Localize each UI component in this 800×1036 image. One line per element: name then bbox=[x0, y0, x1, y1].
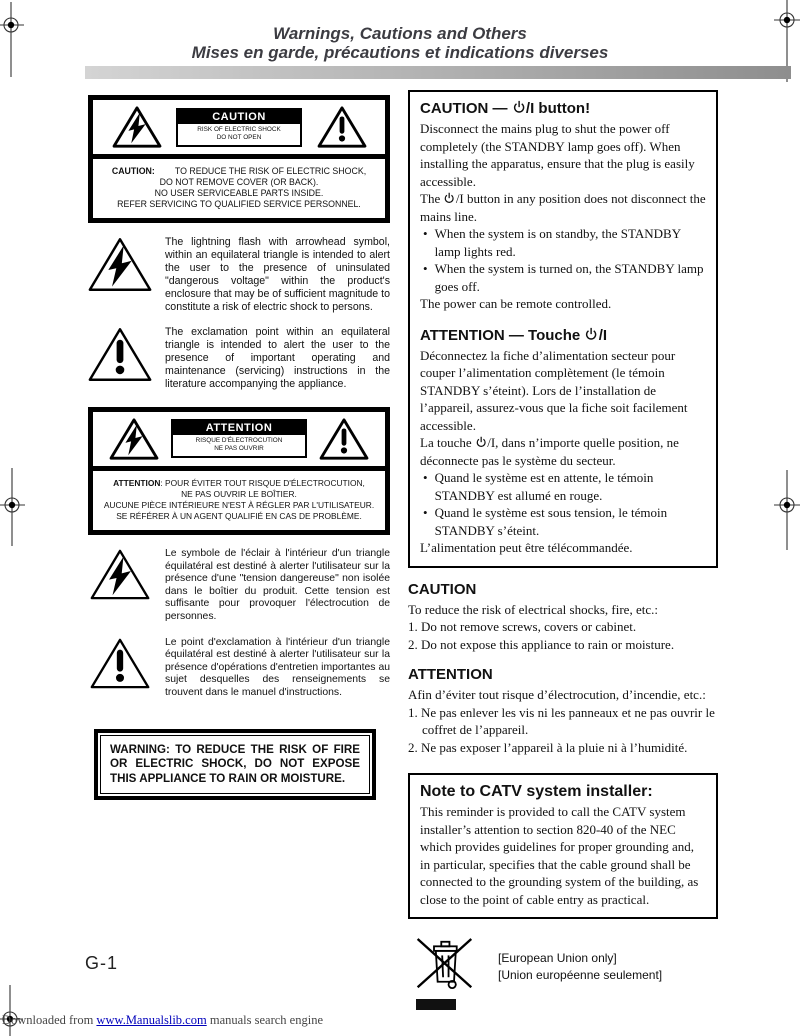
caution-label-line1: RISK OF ELECTRIC SHOCK bbox=[197, 125, 281, 133]
weee-bin-icon bbox=[414, 936, 474, 993]
lightning-note-en bbox=[88, 236, 390, 313]
attention-touche-p2: La touche /I, dans n’importe quelle position, ne déconnecte pas le système du secteur. bbox=[420, 435, 679, 468]
caution-button-heading: CAUTION — /I button! bbox=[420, 100, 591, 117]
eu-note bbox=[408, 936, 718, 1010]
manualslib-link[interactable]: www.Manualslib.com bbox=[96, 1013, 207, 1027]
power-icon bbox=[475, 436, 487, 448]
power-icon bbox=[443, 192, 455, 204]
attention-touche-bullet-2: • Quand le système est sous tension, le témoin STANDBY s’éteint. bbox=[420, 504, 706, 539]
lightning-note-fr bbox=[88, 548, 390, 624]
attention-touche-bullet-1: • Quand le système est en attente, le témoin STANDBY est allumé en rouge. bbox=[420, 469, 706, 504]
attention-label-line2: NE PAS OUVRIR bbox=[214, 445, 264, 453]
catv-body: This reminder is provided to call the CATV system installer’s attention to section 820-40 of the NEC which provides guidelines for proper grounding and, in particular, specifies that the cable ground shall be connected to the grounding system of the building, as close to the point of cable entry as practical. bbox=[420, 804, 699, 907]
download-footer-suffix: manuals search engine bbox=[206, 1013, 323, 1027]
attention-box-text: ATTENTION: POUR ÉVITER TOUT RISQUE D'ÉLECTROCUTION, NE PAS OUVRIR LE BOÎTIER. AUCUNE PIÈCE INTÉRIEURE N'EST À RÉGLER PAR L'UTILISATEUR. SE RÉFÉRER À UN AGENT QUALIFIÉ EN CAS DE PROBLÈME. bbox=[93, 471, 385, 530]
download-footer-prefix: Downloaded from bbox=[2, 1013, 97, 1027]
caution-button-p3: The power can be remote controlled. bbox=[420, 296, 612, 311]
download-footer bbox=[2, 1013, 323, 1028]
attention-section bbox=[408, 665, 718, 756]
eu-note-line1: [European Union only] bbox=[498, 951, 617, 965]
right-column bbox=[408, 90, 718, 1010]
warning-box bbox=[94, 729, 376, 801]
catv-note-box bbox=[408, 773, 718, 919]
lightning-triangle-icon bbox=[88, 236, 152, 293]
page-title-fr: Mises en garde, précautions et indications diverses bbox=[191, 43, 609, 62]
caution-button-bullet-2: • When the system is turned on, the STANDBY lamp goes off. bbox=[420, 260, 706, 295]
header-divider-bar bbox=[85, 66, 791, 79]
exclamation-triangle-icon bbox=[319, 417, 369, 461]
lightning-triangle-icon bbox=[112, 105, 162, 149]
caution-button-bullet-1: • When the system is on standby, the STANDBY lamp lights red. bbox=[420, 225, 706, 260]
power-icon bbox=[584, 327, 598, 341]
caution-label-title: CAUTION bbox=[178, 110, 300, 124]
exclamation-text-fr: Le point d'exclamation à l'intérieur d'un triangle équilatéral est destiné à alerter l'utilisateur sur la présence d'opérations d'entretien importantes au sujet desquelles des renseignements se trouvent dans le manuel d'instructions. bbox=[165, 636, 390, 698]
power-icon bbox=[512, 100, 526, 114]
caution-label-box bbox=[176, 108, 302, 147]
lightning-triangle-icon bbox=[109, 417, 159, 461]
caution-label-line2: DO NOT OPEN bbox=[216, 133, 262, 141]
attention-touche-heading: ATTENTION — Touche /I bbox=[420, 326, 608, 344]
left-column bbox=[88, 95, 390, 800]
page-title bbox=[0, 24, 800, 62]
registration-mark bbox=[0, 985, 23, 1036]
weee-date-bar bbox=[416, 999, 456, 1010]
caution-box-intro: CAUTION: bbox=[111, 166, 155, 176]
lightning-triangle-icon bbox=[88, 548, 152, 601]
lightning-text-en: The lightning flash with arrowhead symbol, within an equilateral triangle is intended to alert the user to the presence of uninsulated "dangerous voltage" within the product's enclosure that may be of sufficient magnitude to constitute a risk of electric shock to persons. bbox=[165, 236, 390, 313]
exclamation-note-fr bbox=[88, 637, 390, 700]
page-title-en: Warnings, Cautions and Others bbox=[273, 24, 527, 43]
attention-box-bold: ATTENTION bbox=[113, 477, 161, 488]
exclamation-triangle-icon bbox=[317, 105, 367, 149]
caution-section bbox=[408, 580, 718, 654]
attention-label-title: ATTENTION bbox=[173, 421, 305, 435]
exclamation-triangle-icon bbox=[88, 326, 152, 383]
warning-text: WARNING: TO REDUCE THE RISK OF FIRE OR ELECTRIC SHOCK, DO NOT EXPOSE THIS APPLIANCE TO RAIN OR MOISTURE. bbox=[110, 742, 360, 785]
attention-safety-box bbox=[88, 407, 390, 535]
registration-mark bbox=[0, 468, 25, 546]
lightning-text-fr: Le symbole de l'éclair à l'intérieur d'un triangle équilatéral est destiné à alerter l'utilisateur sur la présence d'une "tension dangereuse" non isolée dans le boîtier du produit. Cette tension est suffisante pour provoquer l'électrocution de personnes. bbox=[165, 547, 390, 622]
caution-section-item-1: 1. Do not remove screws, covers or cabinet. bbox=[408, 619, 637, 634]
attention-section-heading: ATTENTION bbox=[408, 666, 493, 683]
attention-section-item-2: 2. Ne pas exposer l’appareil à la pluie ni à l’humidité. bbox=[408, 739, 688, 755]
attention-touche-p1: Déconnectez la fiche d’alimentation secteur pour couper l’alimentation complètement (le témoin STANDBY s’éteint). Lors de l’installation de l’appareil, assurez-vous que la fiche soit facilement accessible. bbox=[420, 347, 688, 433]
registration-mark bbox=[774, 470, 800, 550]
caution-button-p1: Disconnect the mains plug to shut the power off completely (the STANDBY lamp goes off). When installing the apparatus, ensure that the plug is easily accessible. bbox=[420, 121, 695, 189]
caution-box-text: CAUTION: TO REDUCE THE RISK OF ELECTRIC SHOCK, DO NOT REMOVE COVER (OR BACK). NO USER SERVICEABLE PARTS INSIDE. REFER SERVICING TO QUALIFIED SERVICE PERSONNEL. bbox=[93, 159, 385, 218]
exclamation-text-en: The exclamation point within an equilateral triangle is intended to alert the user to the presence of important operating and maintenance (servicing) instructions in the literature accompanying the appliance. bbox=[165, 326, 390, 391]
caution-button-p2: The /I button in any position does not disconnect the mains line. bbox=[420, 191, 706, 224]
catv-heading: Note to CATV system installer: bbox=[420, 783, 653, 800]
power-button-note-box bbox=[408, 90, 718, 568]
attention-section-intro: Afin d’éviter tout risque d’électrocution, d’incendie, etc.: bbox=[408, 687, 706, 702]
eu-note-line2: [Union européenne seulement] bbox=[498, 968, 663, 982]
exclamation-triangle-icon bbox=[88, 637, 152, 690]
caution-safety-box bbox=[88, 95, 390, 223]
attention-label-box bbox=[171, 419, 307, 458]
exclamation-note-en bbox=[88, 326, 390, 391]
caution-section-item-2: 2. Do not expose this appliance to rain or moisture. bbox=[408, 636, 675, 652]
attention-section-item-1: 1. Ne pas enlever les vis ni les panneaux et ne pas ouvrir le coffret de l’appareil. bbox=[408, 704, 715, 737]
page-number: G-1 bbox=[85, 953, 119, 973]
caution-section-heading: CAUTION bbox=[408, 580, 477, 598]
attention-touche-p3: L’alimentation peut être télécommandée. bbox=[420, 540, 633, 555]
attention-label-line1: RISQUE D'ÉLECTROCUTION bbox=[195, 437, 283, 445]
caution-section-intro: To reduce the risk of electrical shocks, fire, etc.: bbox=[408, 601, 658, 617]
